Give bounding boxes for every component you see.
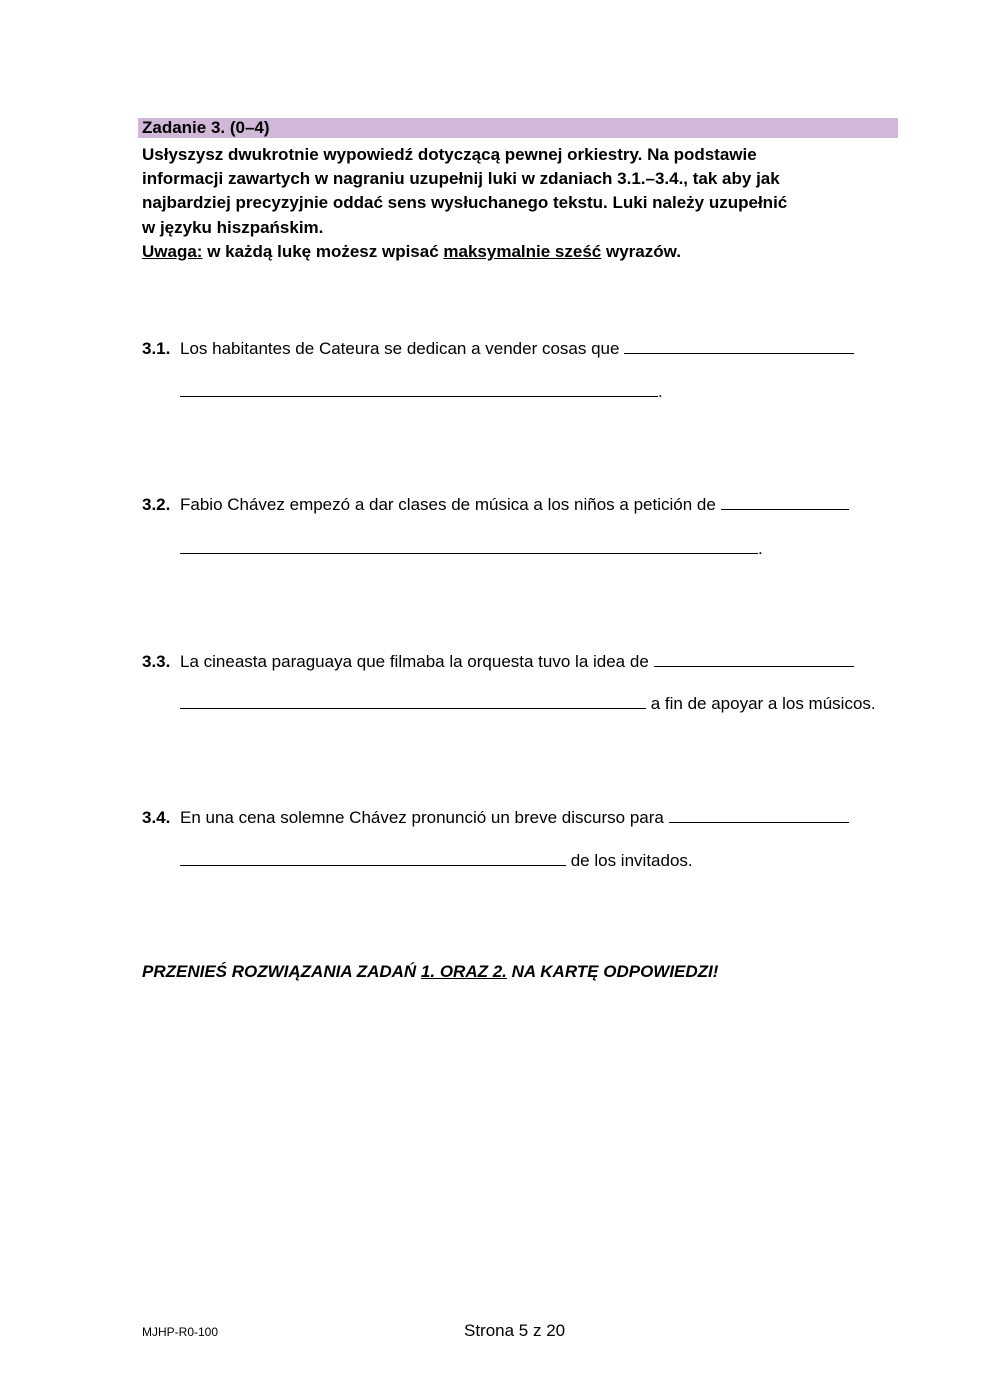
instruction-line-4: w języku hiszpańskim. <box>142 217 324 237</box>
question-number: 3.1. <box>142 339 171 358</box>
question-3-1-continuation <box>180 380 663 402</box>
question-text: Fabio Chávez empezó a dar clases de música a los niños a petición de <box>180 495 716 514</box>
question-number: 3.2. <box>142 495 171 514</box>
question-3-4 <box>142 806 849 828</box>
answer-gap-3-1-b[interactable] <box>180 380 658 397</box>
question-3-2 <box>142 493 849 515</box>
answer-gap-3-4-b[interactable] <box>180 849 566 866</box>
question-3-1 <box>142 337 854 359</box>
answer-gap-3-2-a[interactable] <box>721 493 849 510</box>
question-text: Los habitantes de Cateura se dedican a vender cosas que <box>180 339 620 358</box>
question-tail: de los invitados. <box>566 851 693 870</box>
page-number: Strona 5 z 20 <box>464 1321 566 1340</box>
note-emphasis: maksymalnie sześć <box>443 241 602 261</box>
question-3-3 <box>142 650 854 672</box>
instruction-line-3: najbardziej precyzyjnie oddać sens wysłuchanego tekstu. Luki należy uzupełnić <box>142 193 788 213</box>
question-tail: a fin de apoyar a los músicos. <box>646 694 876 713</box>
question-3-3-continuation <box>180 692 876 714</box>
note-pre: w każdą lukę możesz wpisać <box>202 241 444 261</box>
question-text: La cineasta paraguaya que filmaba la orquesta tuvo la idea de <box>180 652 649 671</box>
transfer-post: NA KARTĘ ODPOWIEDZI! <box>506 962 719 981</box>
answer-gap-3-2-b[interactable] <box>180 537 758 554</box>
transfer-pre: PRZENIEŚ ROZWIĄZANIA ZADAŃ <box>142 962 421 981</box>
question-text: En una cena solemne Chávez pronunció un breve discurso para <box>180 808 664 827</box>
note-label: Uwaga: <box>142 241 203 261</box>
answer-gap-3-1-a[interactable] <box>624 337 854 354</box>
transfer-instruction <box>142 962 718 982</box>
answer-gap-3-3-a[interactable] <box>654 650 854 667</box>
question-3-4-continuation <box>180 849 693 871</box>
note-post: wyrazów. <box>601 241 681 261</box>
exam-code: MJHP-R0-100 <box>142 1325 219 1339</box>
question-tail: . <box>758 539 763 558</box>
instruction-line-1: Usłyszysz dwukrotnie wypowiedź dotyczącą pewnej orkiestry. Na podstawie <box>142 145 757 164</box>
task-instructions <box>142 143 882 264</box>
answer-gap-3-3-b[interactable] <box>180 692 646 709</box>
question-3-2-continuation <box>180 537 763 559</box>
instruction-note <box>142 240 882 264</box>
instruction-line-2: informacji zawartych w nagraniu uzupełnij luki w zdaniach 3.1.–3.4., tak aby jak <box>142 169 780 189</box>
answer-gap-3-4-a[interactable] <box>669 806 849 823</box>
task-title: Zadanie 3. (0–4) <box>142 118 270 137</box>
question-tail: . <box>658 382 663 401</box>
question-number: 3.3. <box>142 652 171 671</box>
question-number: 3.4. <box>142 808 171 827</box>
transfer-emphasis: 1. ORAZ 2. <box>420 962 507 981</box>
